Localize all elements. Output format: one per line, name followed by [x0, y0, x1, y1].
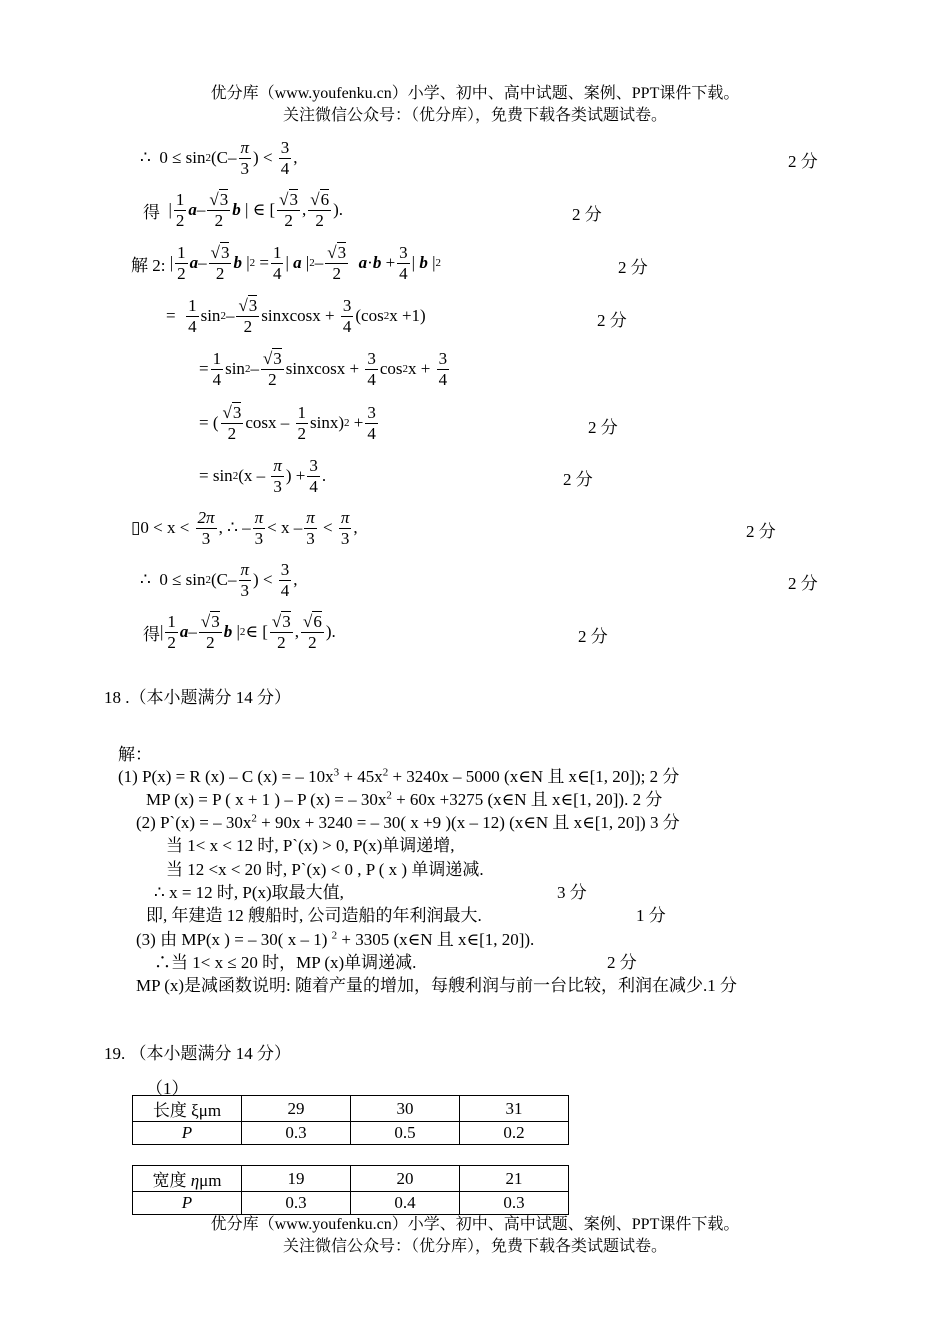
text: (2) P`(x) = – 30x	[136, 813, 252, 832]
text: + 3305 (x∈N 且 x∈[1, 20]).	[337, 930, 535, 949]
table-cell: 0.2	[460, 1122, 569, 1145]
table-header-cell: P	[133, 1122, 242, 1145]
text: (cos	[355, 306, 384, 325]
text: ,	[293, 570, 298, 589]
sqrt-sign: √	[209, 189, 219, 209]
denominator: 2	[215, 263, 225, 283]
denominator: 2	[227, 423, 237, 443]
vector-b: b	[419, 253, 428, 272]
denominator: 4	[399, 263, 408, 283]
q18-line-9: ∴当 1< x ≤ 20 时，MP (x)单调递减.	[154, 953, 417, 972]
vector-b: b	[232, 200, 241, 219]
vector-a: a	[188, 200, 197, 219]
therefore-symbol: ∴	[140, 148, 151, 167]
math-line-range	[131, 503, 358, 553]
score: 2 分	[588, 418, 618, 437]
sqrt-sign: √	[327, 242, 337, 262]
q19-title: 19. （本小题满分 14 分）	[104, 1044, 291, 1063]
denominator: 3	[340, 528, 350, 548]
denominator: 2	[206, 632, 215, 652]
text: MP (x) = P ( x + 1 ) – P (x) = – 30x	[146, 790, 387, 809]
text: ▯0 < x <	[131, 518, 190, 537]
fraction	[397, 243, 410, 283]
vector-a: a	[358, 253, 368, 272]
denominator: 4	[272, 263, 282, 283]
text: + 60x +3275 (x∈N 且 x∈[1, 20]). 2 分	[391, 790, 663, 809]
denominator: 3	[254, 528, 264, 548]
radicand: 3	[273, 348, 282, 368]
text: |	[160, 622, 164, 641]
text: 0 ≤ sin	[159, 148, 206, 167]
denominator: 2	[243, 316, 253, 336]
text: =	[166, 306, 176, 325]
radicand: 6	[320, 189, 330, 209]
text: <	[323, 518, 333, 537]
fraction	[365, 349, 378, 389]
superscript: 2	[386, 789, 392, 802]
length-distribution-table	[132, 1095, 569, 1145]
score: 2 分	[578, 627, 608, 646]
text: sinxcosx +	[285, 359, 360, 378]
text: sinx)	[310, 413, 345, 432]
table-cell: 0.3	[460, 1192, 569, 1215]
denominator: 2	[167, 632, 176, 652]
q18-line-10: MP (x)是减函数说明: 随着产量的增加，每艘利润与前一台比较，利润在减少.1 分	[136, 976, 737, 995]
denominator: 3	[306, 528, 315, 548]
denominator: 2	[214, 210, 224, 230]
table-header-cell: P	[133, 1192, 242, 1215]
fraction	[296, 403, 309, 443]
fraction	[207, 190, 230, 230]
denominator: 2	[284, 210, 293, 230]
text: (1) P(x) = R (x) – C (x) = – 10x	[118, 767, 334, 786]
vector-a: a	[293, 253, 302, 272]
text: < x –	[267, 518, 303, 537]
radicand: 3	[219, 189, 229, 209]
math-line-sin-form: = sin 2 (x – $\frac{\pi}{3}$ ) + $\frac{3}{4}$ .	[199, 455, 327, 496]
text: |	[168, 200, 172, 219]
fraction	[175, 243, 188, 283]
numerator: 3	[399, 242, 408, 262]
q18-line-5: 当 12 <x < 20 时, P`(x) < 0 , P ( x ) 单调递减.	[166, 860, 484, 879]
sqrt-sign: √	[262, 348, 273, 368]
text: (x –	[238, 466, 266, 485]
fraction	[261, 349, 284, 389]
fraction	[279, 560, 292, 600]
text: (C–	[211, 148, 237, 167]
numerator: 3	[280, 137, 290, 157]
denominator: 4	[188, 316, 197, 336]
denominator: 4	[367, 369, 376, 389]
sqrt-sign: √	[200, 611, 211, 631]
vector-b: b	[372, 253, 382, 272]
denominator: 2	[177, 263, 186, 283]
numerator: 1	[167, 611, 176, 631]
denominator: 3	[201, 528, 211, 548]
text: ,	[293, 148, 298, 167]
fraction	[339, 508, 352, 548]
text: +	[353, 413, 364, 432]
text: + 3240x – 5000 (x∈N 且 x∈[1, 20]); 2 分	[388, 767, 680, 786]
denominator: 2	[277, 632, 286, 652]
text: ·	[367, 253, 373, 272]
q18-line-1	[118, 762, 679, 787]
numerator: π	[273, 455, 282, 475]
denominator: 4	[280, 580, 290, 600]
q18-line-7: 即, 年建造 12 艘船时, 公司造船的年利润最大.	[146, 906, 482, 925]
denominator: 4	[212, 369, 222, 389]
q18-line-2	[146, 785, 662, 810]
table-cell: 30	[351, 1096, 460, 1122]
q18-line-4: 当 1< x < 12 时, P`(x) > 0, P(x)单调递增,	[166, 836, 455, 855]
text: ).	[325, 622, 336, 641]
denominator: 4	[367, 423, 376, 443]
footer-line-2: 关注微信公众号：（优分库），免费下载各类试题试卷。	[282, 1238, 667, 1255]
text: (3) 由 MP(x ) = – 30( x – 1)	[136, 930, 332, 949]
fraction	[165, 612, 178, 652]
text: ,	[294, 622, 299, 641]
sqrt-sign: √	[303, 611, 313, 631]
text: 0 ≤ sin	[159, 570, 206, 589]
numerator: π	[306, 507, 315, 527]
denominator: 2	[297, 423, 307, 443]
radicand: 3	[337, 242, 347, 262]
denominator: 4	[309, 476, 318, 496]
denominator: 3	[240, 580, 250, 600]
numerator: 3	[342, 295, 352, 315]
superscript: 2	[331, 929, 338, 942]
sqrt-sign: √	[238, 295, 248, 315]
fraction	[325, 243, 348, 283]
score: 2 分	[597, 311, 627, 330]
text: x +1)	[389, 306, 426, 325]
text: –	[198, 253, 207, 272]
fraction	[239, 138, 252, 178]
text: |	[432, 253, 436, 272]
q18-line-8	[136, 925, 534, 950]
radicand: 3	[232, 402, 242, 422]
fraction	[239, 560, 252, 600]
header-line-2: 关注微信公众号：（优分库），免费下载各类试题试卷。	[282, 107, 667, 124]
q18-title: 18 .（本小题满分 14 分）	[104, 688, 291, 707]
denominator: 2	[332, 263, 341, 283]
text: |	[305, 253, 310, 272]
table-cell: 0.3	[242, 1122, 351, 1145]
math-line-therefore-1: ∴ 0 ≤ sin 2 (C– $\frac{\pi}{3}$ ) < $\frac{3}{4}$ ,	[140, 137, 298, 178]
text: + 90x + 3240 = – 30( x +9 )(x – 12) (x∈N 且 x∈[1, 20]) 3 分	[256, 813, 680, 832]
numerator: π	[254, 507, 264, 527]
text: (C–	[211, 570, 237, 589]
table-row	[133, 1096, 569, 1122]
table-header-cell: 长度 ξμm	[133, 1096, 242, 1122]
q18-line-3	[136, 808, 680, 833]
sqrt-sign: √	[310, 189, 320, 209]
text: =	[259, 253, 269, 272]
fraction	[307, 456, 320, 496]
text: sin	[225, 359, 245, 378]
denominator: 4	[438, 369, 448, 389]
math-line-complete-square: = ( √3 2 cosx – $\frac{1}{2}$ sinx) 2 + $\frac{3}{4}$	[199, 402, 376, 443]
fraction	[209, 243, 232, 283]
text: μm	[199, 1171, 222, 1190]
fraction	[174, 190, 187, 230]
fraction	[341, 296, 354, 336]
text: |	[246, 253, 250, 272]
fraction	[270, 612, 293, 652]
numerator: 3	[438, 348, 448, 368]
numerator: π	[240, 137, 250, 157]
table-cell: 21	[460, 1166, 569, 1192]
fraction	[236, 296, 259, 336]
text: 解 2:	[131, 255, 166, 275]
numerator: 1	[297, 402, 307, 422]
fraction	[304, 508, 317, 548]
denominator: 3	[273, 476, 282, 496]
text: +	[385, 253, 396, 272]
denominator: 4	[280, 158, 290, 178]
numerator: π	[340, 507, 350, 527]
text: | ∈ [	[245, 200, 276, 219]
score: 2 分	[788, 574, 818, 593]
score: 3 分	[557, 883, 587, 902]
math-line-de-2: 得 | $\frac{1}{2}$ a – √3 2 b | 2 ∈ [ √3 2 , √6 2 ).	[143, 611, 336, 652]
numerator: 1	[177, 242, 186, 262]
fraction	[271, 456, 284, 496]
score: 2 分	[563, 470, 593, 489]
fraction	[221, 403, 244, 443]
table-header-cell	[133, 1166, 242, 1192]
text: 得	[143, 202, 160, 222]
denominator: 2	[268, 369, 277, 389]
vector-b: b	[233, 253, 242, 272]
radicand: 3	[211, 611, 220, 631]
text: 得	[143, 624, 160, 644]
text: 宽度	[152, 1171, 191, 1190]
denominator: 3	[240, 158, 250, 178]
vector-a: a	[179, 622, 189, 641]
table-cell: 31	[460, 1096, 569, 1122]
numerator: π	[240, 559, 250, 579]
fraction	[437, 349, 450, 389]
math-line-de-1	[143, 185, 343, 235]
table-cell: 0.4	[351, 1192, 460, 1215]
radicand: 6	[313, 611, 322, 631]
text: ) +	[285, 466, 306, 485]
radicand: 3	[248, 295, 258, 315]
radicand: 3	[289, 189, 298, 209]
fraction	[277, 190, 300, 230]
text: + 45x	[339, 767, 383, 786]
radicand: 3	[282, 611, 291, 631]
sqrt-sign: √	[222, 402, 232, 422]
text: ).	[333, 200, 344, 219]
table-row	[133, 1166, 569, 1192]
fraction	[301, 612, 324, 652]
numerator: 3	[367, 402, 376, 422]
numerator: 1	[188, 295, 197, 315]
radicand: 3	[220, 242, 230, 262]
superscript: 3	[333, 766, 340, 779]
fraction	[271, 243, 284, 283]
math-line-expand-2: = $\frac{1}{4}$ sin 2 – √3 2 sinxcosx + $\frac{3}{4}$ cos 2 x + $\frac{3}{4}$	[199, 348, 448, 389]
vector-a: a	[189, 253, 199, 272]
text: |	[236, 622, 240, 641]
denominator: 2	[308, 632, 317, 652]
denominator: 2	[315, 210, 324, 230]
text: |	[169, 253, 174, 272]
numerator: 3	[280, 559, 290, 579]
text: |	[411, 253, 416, 272]
text: |	[285, 253, 289, 272]
footer-line-1: 优分库（www.youfenku.cn）小学、初中、高中试题、案例、PPT课件下载。	[210, 1216, 740, 1233]
table-cell: 19	[242, 1166, 351, 1192]
text: ) <	[253, 570, 273, 589]
fraction	[196, 508, 217, 548]
table-cell: 20	[351, 1166, 460, 1192]
sqrt-sign: √	[279, 189, 289, 209]
text: –	[196, 200, 206, 219]
score: 2 分	[746, 522, 776, 541]
table-row	[133, 1122, 569, 1145]
sqrt-sign: √	[210, 242, 220, 262]
text: –	[188, 622, 197, 641]
superscript: 2	[382, 766, 389, 779]
text: –	[314, 253, 324, 272]
text: = (	[199, 413, 219, 432]
width-distribution-table	[132, 1165, 569, 1215]
text: ∈ [	[245, 622, 268, 641]
q19-part-1: （1）	[146, 1079, 189, 1098]
q18-line-6: ∴ x = 12 时, P(x)取最大值,	[154, 883, 344, 902]
text: sinxcosx +	[261, 306, 335, 325]
fraction	[253, 508, 266, 548]
score: 2 分	[572, 205, 602, 224]
numerator: 3	[367, 348, 376, 368]
math-line-jie2: 解 2: | $\frac{1}{2}$ a – √3 2 b | 2 = $\frac{1}{4}$ | a | 2 – √3 2 a · b + $\frac{3}{4}$ | b | 2	[131, 242, 441, 283]
q18-jie: 解：	[118, 745, 152, 764]
text: ,	[353, 518, 358, 537]
table-cell: 29	[242, 1096, 351, 1122]
fraction	[211, 349, 224, 389]
numerator: 1	[212, 348, 222, 368]
numerator: 2π	[197, 507, 215, 527]
math-line-expand-1: = $\frac{1}{4}$ sin 2 – √3 2 sinxcosx + $\frac{3}{4}$ (cos 2 x +1)	[166, 295, 426, 336]
text: x +	[408, 359, 431, 378]
fraction	[279, 138, 292, 178]
sqrt-sign: √	[271, 611, 282, 631]
fraction	[186, 296, 199, 336]
vector-b: b	[223, 622, 233, 641]
therefore-symbol: ∴	[140, 570, 151, 589]
text: = sin	[199, 466, 233, 485]
denominator: 4	[342, 316, 352, 336]
score: 2 分	[788, 152, 818, 171]
text: η	[190, 1171, 200, 1190]
table-cell: 0.5	[351, 1122, 460, 1145]
fraction	[308, 190, 331, 230]
text: ) <	[253, 148, 273, 167]
numerator: 3	[309, 455, 318, 475]
table-cell: 0.3	[242, 1192, 351, 1215]
text: =	[199, 359, 209, 378]
denominator: 2	[175, 210, 185, 230]
numerator: 1	[272, 242, 282, 262]
math-line-therefore-2: ∴ 0 ≤ sin 2 (C– $\frac{\pi}{3}$ ) < $\frac{3}{4}$ ,	[140, 559, 298, 600]
fraction	[199, 612, 222, 652]
header-line-1: 优分库（www.youfenku.cn）小学、初中、高中试题、案例、PPT课件下载。	[210, 85, 740, 102]
fraction	[365, 403, 378, 443]
score: 2 分	[618, 258, 648, 277]
numerator: 1	[175, 189, 185, 209]
text: .	[321, 466, 327, 485]
text: , ∴ –	[218, 518, 251, 537]
superscript: 2	[251, 812, 257, 825]
text: cos	[379, 359, 403, 378]
text: –	[225, 306, 235, 325]
text: sin	[200, 306, 221, 325]
text: ,	[302, 200, 307, 219]
score: 2 分	[607, 953, 637, 972]
score: 1 分	[636, 906, 666, 925]
text: cosx –	[245, 413, 290, 432]
